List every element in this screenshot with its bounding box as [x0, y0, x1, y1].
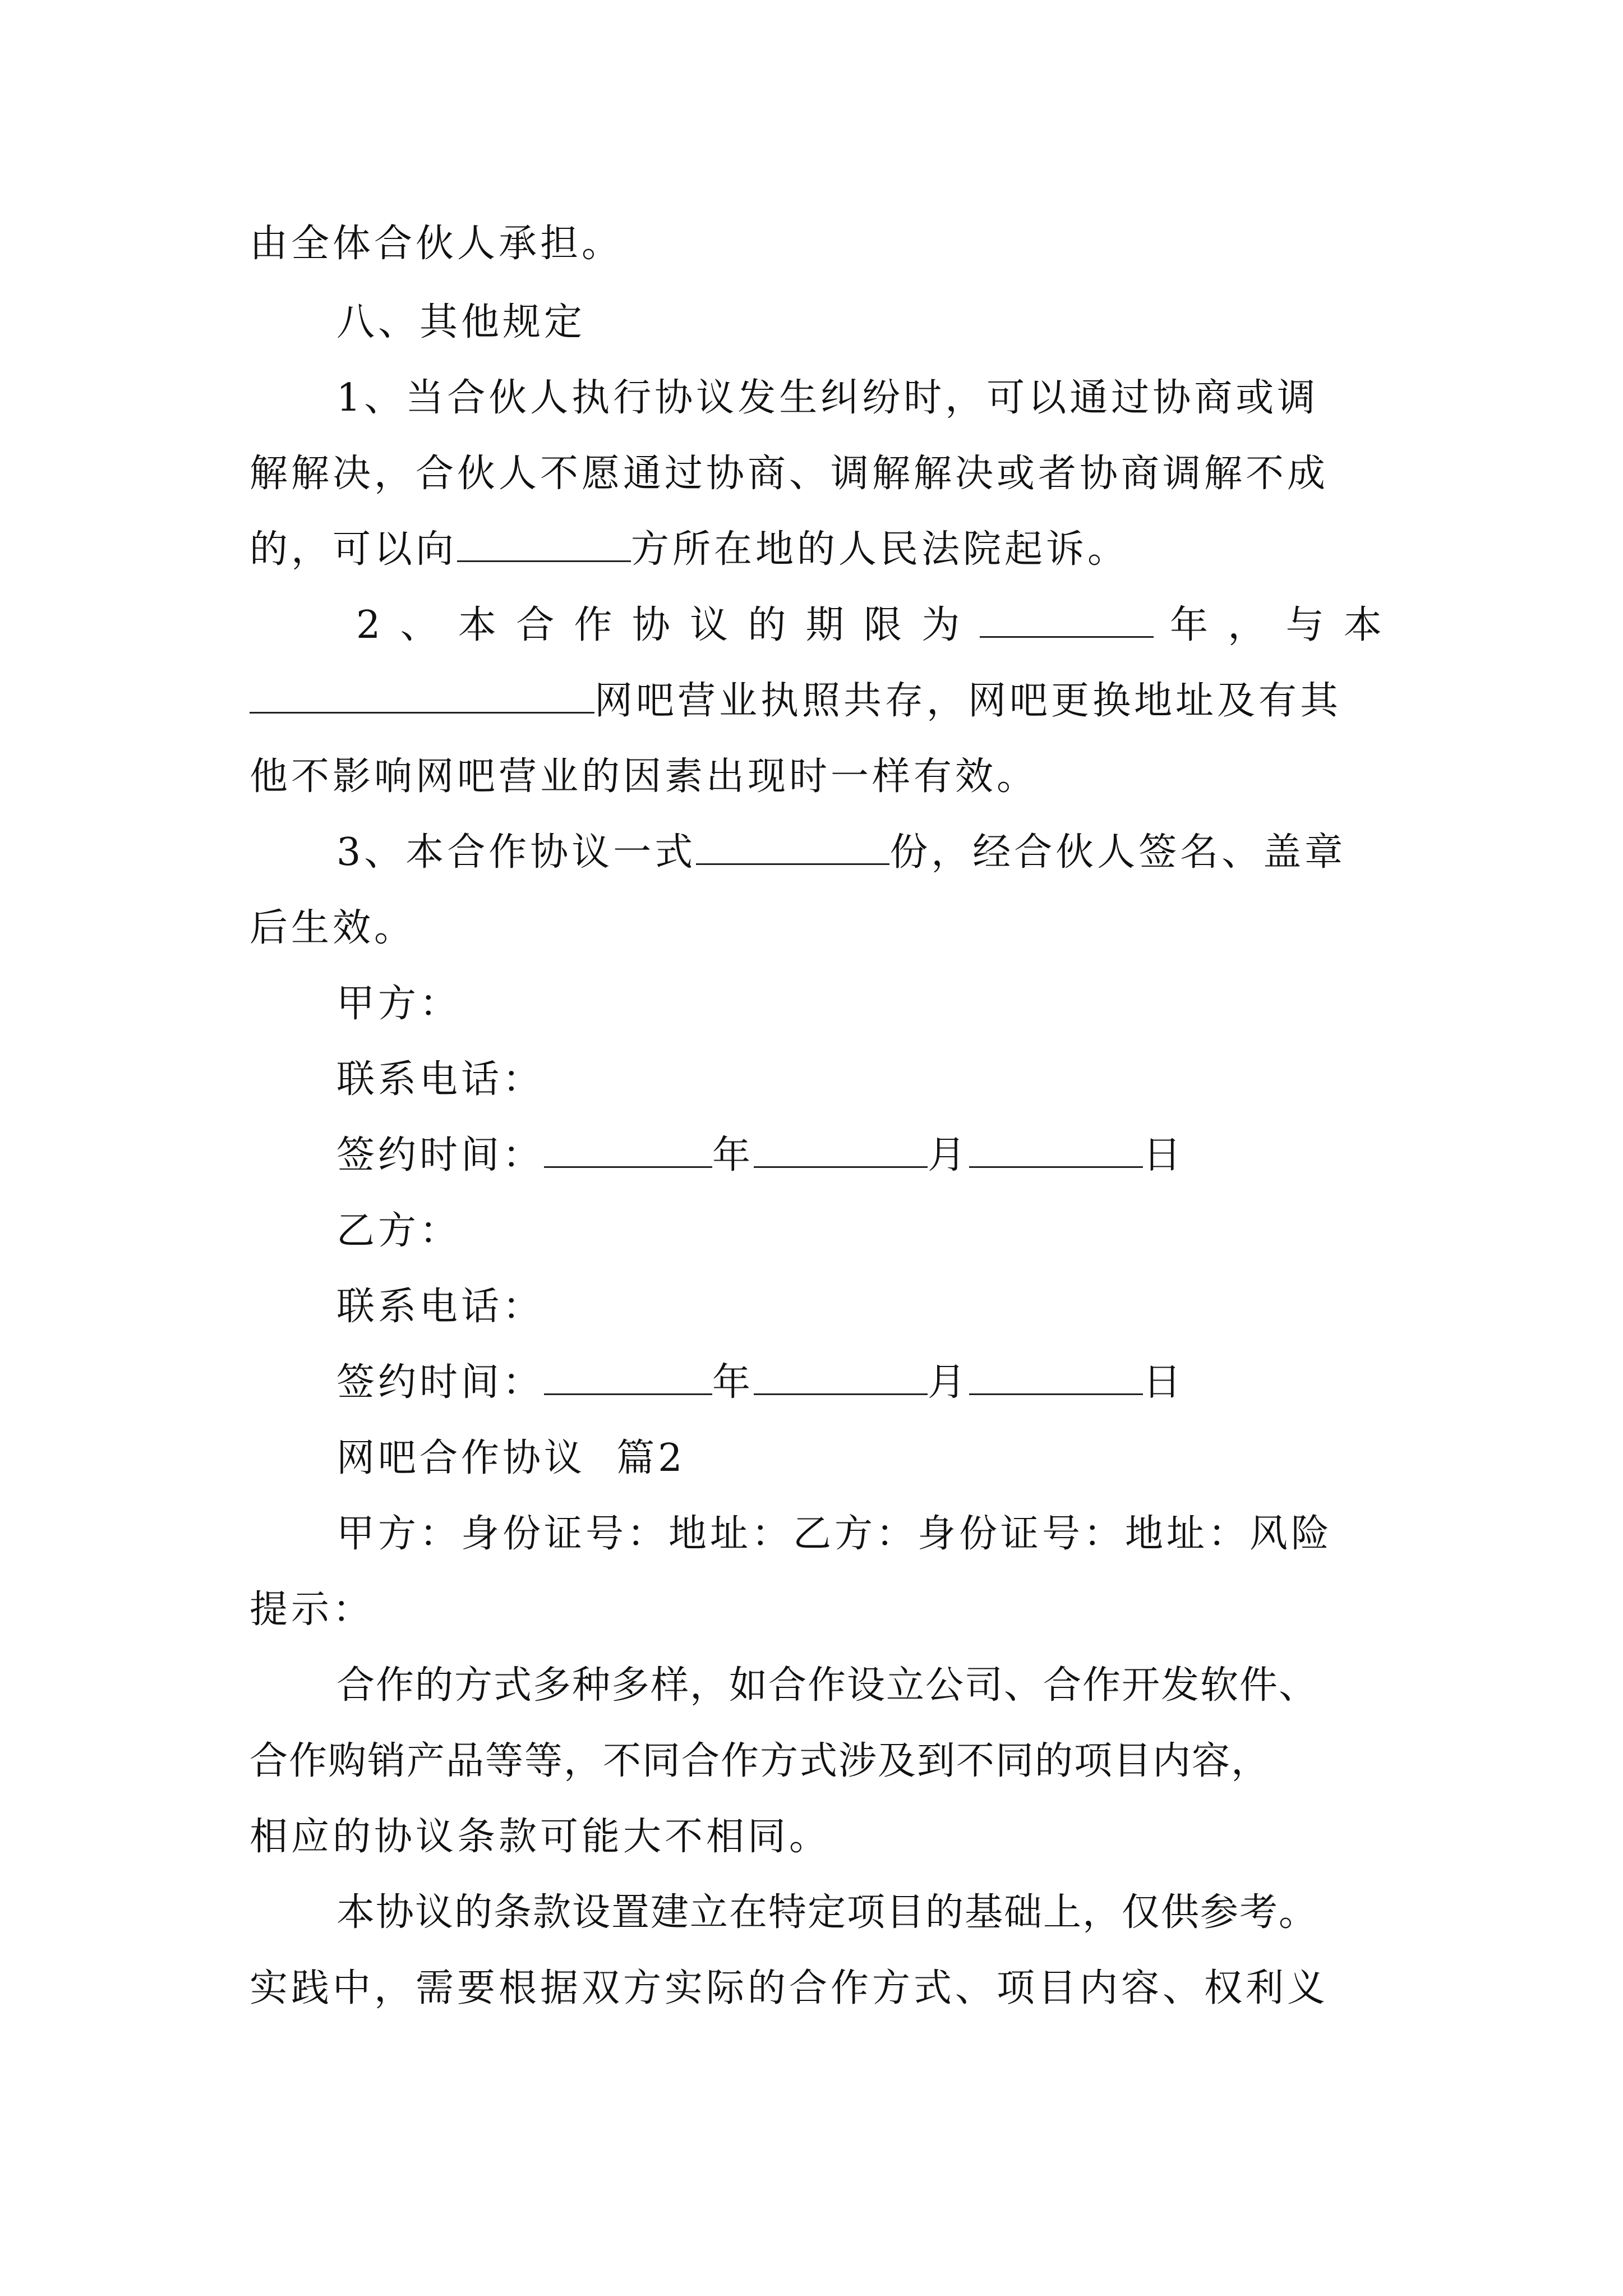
paragraph-line: 合作的方式多种多样，如合作设立公司、合作开发软件、 [336, 1663, 1318, 1708]
blank-field [457, 526, 631, 562]
signing-date-line [336, 1130, 1184, 1181]
year-label: 年 [712, 1360, 754, 1405]
day-label: 日 [1143, 1360, 1185, 1405]
line-char: 2 [356, 603, 384, 647]
paragraph-line [356, 600, 1385, 651]
line-char: 的 [748, 603, 790, 647]
blank-field [969, 1359, 1143, 1395]
paragraph-line: 本协议的条款设置建立在特定项目的基础上，仅供参考。 [336, 1890, 1318, 1935]
line-char: 议 [690, 603, 732, 647]
paragraph-text: 1、当合伙人执行协议发生纠纷时，可以通过协商或调 [336, 376, 1319, 420]
document-section-title: 网吧合作协议 篇2 [336, 1436, 686, 1480]
section-heading: 八、其他规定 [336, 300, 586, 344]
paragraph-line: 后生效。 [250, 906, 416, 950]
paragraph-line: 相应的协议条款可能大不相同。 [250, 1815, 831, 1859]
paragraph-line: 实践中，需要根据双方实际的合作方式、项目内容、权利义 [250, 1966, 1329, 2010]
month-label: 月 [928, 1133, 970, 1177]
line-char: 作 [574, 603, 616, 647]
line-text-start: 3、本合作协议一式 [336, 830, 697, 875]
blank-field [980, 601, 1154, 638]
line-char: 本 [458, 603, 500, 647]
paragraph-line: 他不影响网吧营业的因素出现时一样有效。 [250, 754, 1039, 799]
line-char: 与 [1285, 603, 1327, 647]
paragraph-line [250, 676, 1341, 726]
signing-date-label: 签约时间： [336, 1133, 545, 1177]
blank-field [754, 1359, 928, 1395]
paragraph-line: 提示： [250, 1588, 375, 1632]
line-char: 协 [631, 603, 674, 647]
party-a-label: 甲方： [336, 982, 462, 1026]
blank-field [696, 829, 889, 865]
line-char: 限 [864, 603, 906, 647]
line-text-end: 份，经合伙人签名、盖章 [889, 830, 1347, 875]
paragraph-line: 解解决，合伙人不愿通过协商、调解解决或者协商调解不成 [250, 452, 1329, 496]
blank-field [544, 1359, 712, 1395]
paragraph-line [336, 827, 1346, 878]
line-char: 本 [1343, 603, 1385, 647]
contact-phone-label: 联系电话： [336, 1057, 545, 1102]
line-char: 年 [1169, 603, 1211, 647]
month-label: 月 [928, 1360, 970, 1405]
paragraph-line [336, 373, 1385, 424]
paragraph-line [250, 524, 1129, 575]
paragraph-line: 由全体合伙人承担。 [250, 222, 624, 266]
line-char: 、 [400, 603, 442, 647]
blank-field [544, 1131, 712, 1168]
blank-field [754, 1131, 928, 1168]
day-label: 日 [1143, 1133, 1185, 1177]
line-char: 为 [921, 603, 963, 647]
line-char: ， [1228, 603, 1270, 647]
party-b-label: 乙方： [336, 1209, 462, 1253]
paragraph-line: 合作购销产品等等，不同合作方式涉及到不同的项目内容， [250, 1739, 1271, 1783]
contact-phone-label: 联系电话： [336, 1285, 545, 1329]
signing-date-label: 签约时间： [336, 1360, 545, 1405]
year-label: 年 [712, 1133, 754, 1177]
line-char: 合 [516, 603, 558, 647]
line-char: 期 [805, 603, 847, 647]
signing-date-line [336, 1358, 1184, 1408]
line-text-end: 网吧营业执照共存，网吧更换地址及有其 [594, 679, 1342, 723]
blank-field [250, 677, 594, 714]
line-text-end: 方所在地的人民法院起诉。 [631, 527, 1129, 572]
line-text-start: 的，可以向 [250, 527, 458, 572]
blank-field [969, 1131, 1143, 1168]
paragraph-line: 甲方：身份证号：地址：乙方：身份证号：地址：风险 [336, 1512, 1333, 1556]
